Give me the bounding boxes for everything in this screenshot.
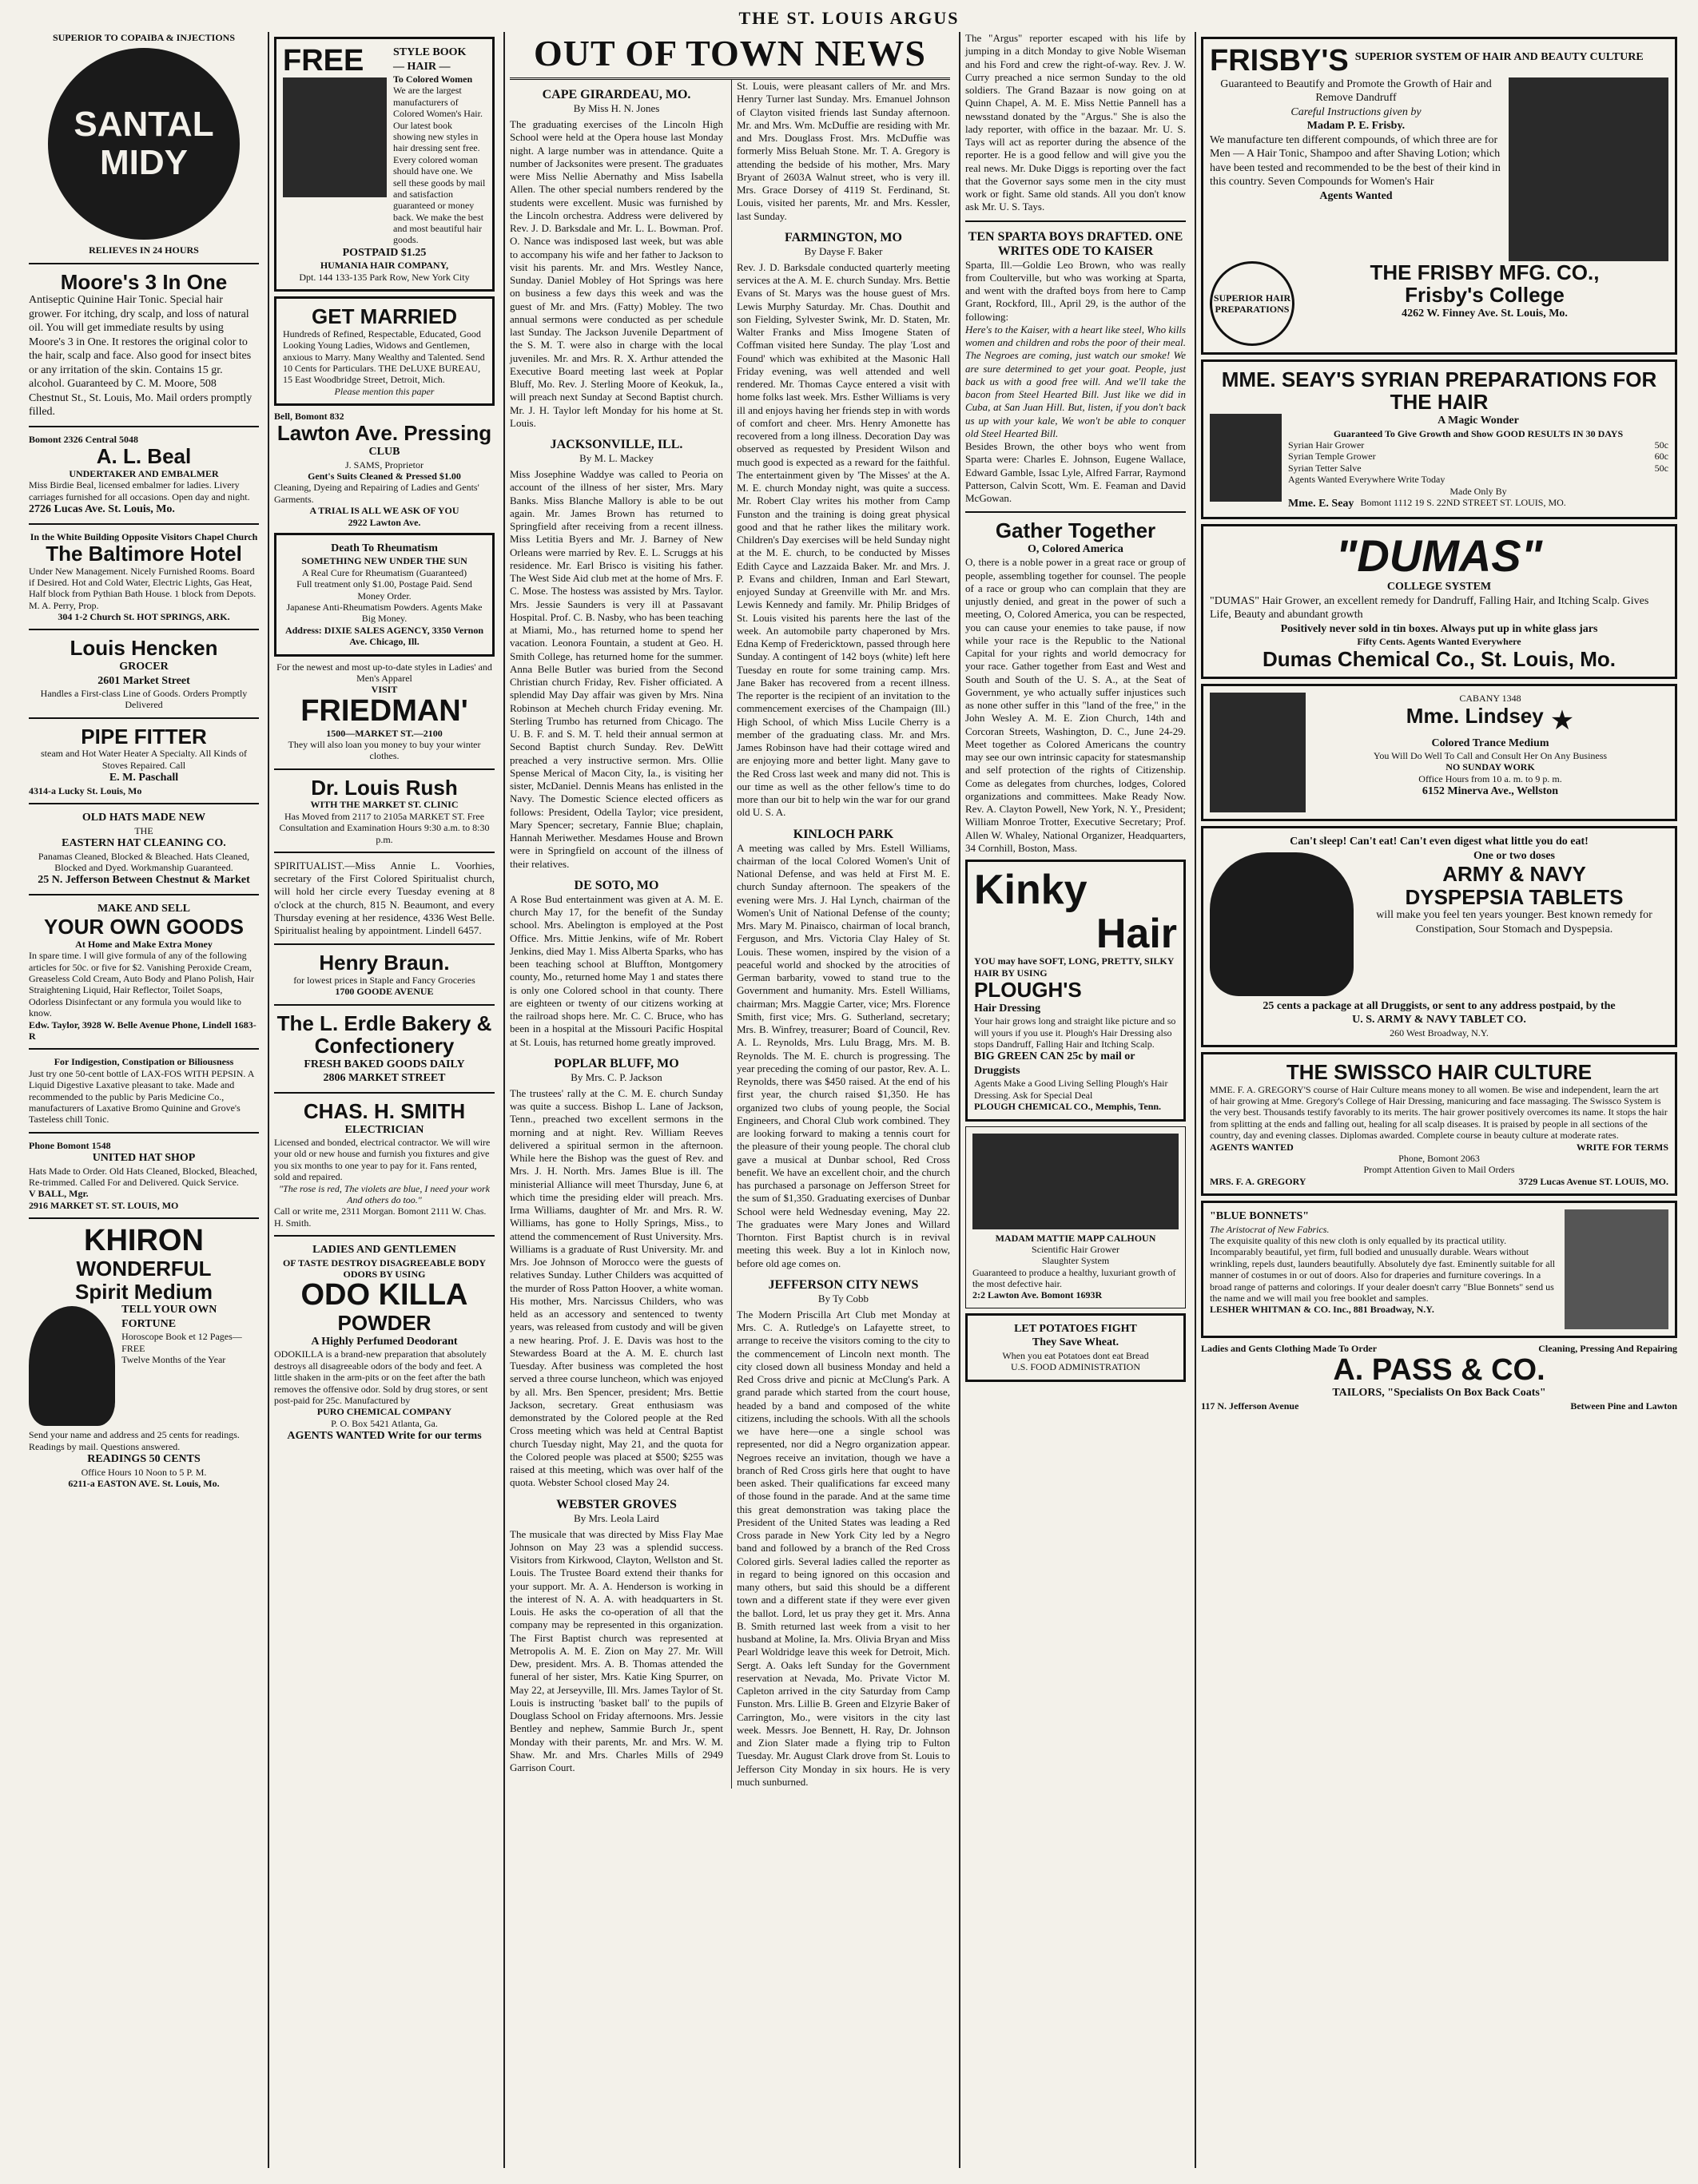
pass-right: Cleaning, Pressing And Repairing bbox=[1538, 1343, 1677, 1355]
army-t1: One or two doses bbox=[1473, 849, 1556, 862]
calhoun-sub2: Slaughter System bbox=[1041, 1255, 1110, 1267]
pass-addr2: Between Pine and Lawton bbox=[1570, 1400, 1677, 1412]
kinky-t4: PLOUGH'S bbox=[974, 978, 1082, 1003]
gather-sub: O, Colored America bbox=[1028, 542, 1123, 555]
swissco-write: WRITE FOR TERMS bbox=[1576, 1141, 1668, 1153]
army-t4: will make you feel ten years younger. Best known remedy for Constipation, Sour Stomach and Dyspepsia. bbox=[1376, 909, 1652, 935]
news-article bbox=[737, 1278, 950, 1789]
friedman-addr: 1500—MARKET ST.—2100 bbox=[326, 727, 443, 739]
lawton-prop: J. SAMS, Proprietor bbox=[344, 459, 424, 471]
goods-text: In spare time. I will give formula of any of the following articles for 50c. or five for $2. Vanishing Peroxide Cream, Greaseless Cold Cream, Auto Body and Plano Polish, Hair Straightening Liquid, Hair Reflector, Toilet Soaps, Odorless Disinfectant or any formula you would like to know. bbox=[29, 950, 254, 1019]
news-left-column bbox=[510, 80, 723, 1789]
rush-text: Has Moved from 2117 to 2105a MARKET ST. Free Consultation and Examination Hours 9:30 a.m. to 8:30 p.m. bbox=[279, 810, 490, 845]
product-name: Syrian Temple Grower bbox=[1288, 451, 1376, 463]
free-to: To Colored Women bbox=[393, 73, 473, 85]
moores-title: Moore's 3 In One bbox=[60, 269, 228, 294]
product-price: 60c bbox=[1654, 451, 1668, 463]
khiron-t6: Twelve Months of the Year bbox=[121, 1354, 226, 1366]
article-headline: FARMINGTON, MO bbox=[785, 230, 902, 244]
bonnets-woman-illustration bbox=[1565, 1209, 1668, 1329]
free-text: We are the largest manufacturers of Colored Women's Hair. Our latest book showing new styles in hair dressing sent free. Every colored woman should have one. We sell these goods by mail and satisfaction guaranteed or money back. We make the best and most beautiful hair goods. bbox=[393, 85, 486, 246]
rheumatism-ad bbox=[274, 533, 495, 657]
married-title: GET MARRIED bbox=[312, 304, 457, 329]
beal-addr: 2726 Lucas Ave. St. Louis, Mo. bbox=[29, 503, 175, 516]
masthead: THE ST. LOUIS ARGUS bbox=[738, 8, 960, 28]
beal-text: Miss Birdie Beal, licensed embalmer for ladies. Livery carriages furnished for all occasions. Open day and night. bbox=[29, 479, 250, 502]
spiritualist-notice: SPIRITUALIST.—Miss Annie L. Voorhies, secretary of the First Colored Spiritualist church, will hold her circle every Tuesday evening at 8 o'clock at the church, 815 N. Beaumont, and every Thursday evening at her residence, 4336 West Belle. Spiritualist healing by appointment. Lindell 6457. bbox=[274, 859, 495, 937]
baltimore-name: The Baltimore Hotel bbox=[46, 541, 242, 566]
product-name: Syrian Hair Grower bbox=[1288, 439, 1365, 451]
article-body: Rev. J. D. Barksdale conducted quarterly meeting services at the A. M. E. church Sunday. Mrs. Bettie Evans of St. Marys was the house guest of Mrs. Lewis Murphy Saturday. Mr. Chas. Douthit and son Fielding, Sylvester Swink, Mr. D. Staten, Mr. Walter Franks and Miss Imogene Staten of Coffman visited here Sunday. The play 'Lost and Found' which was exhibited at the Masonic Hall Friday evening, was well attended and well rendered. Mr. Thomas Cayce entered a visit with home folks last week. Mrs. Esther Williams is very ill and enjoys having her friends step in with words of comfort and cheer. Mrs. Henry Amonette has recovered from a long illness. Decoration Day was observed as requested by President Wilson and much good is expected as a reward for the faithful. The entertainment given by 'The Misses' at the A. M. E. church Monday night, was quite a success. Mr. Robert Clay writes his mother from Camp Funston and the training is doing great physical good and that he rather likes the military work. Children's Day exercises will be held Sunday night at the M. E. church, to be conducted by Misses Edith Cayce and Lazzaida Baker. Mr. and Mrs. J. P. Evans and children, Inman and Earl Stewart, enjoyed Sunday at Greenville with Mr. and Mrs. Lewis Kennedy and family. Mr. Philip Bridges of St. Louis visited his parents here the last of the week. An automobile party chaperoned by Mrs. Edna Kemp of Fredericktown, passed through here Sunday. A contingent of 142 boys (white) left here Tuesday en route for some training camp. Mrs. Jane Baker has recovered from a recent illness. The reporter is the recipient of an invitation to the commencement exercises of the Champaign (Ill.) High School, of which Miss Lucile Cherry is a member of the graduating class. Mr. and Mrs. James Robinson have had their cottage wired and are enjoying more and better light. Many gave to the Red Cross last week and many did not. This is our time as well as the other fellow's time to do more than our bit to help win the war for our grand old U. S. A. bbox=[737, 260, 950, 819]
laxpos-ad bbox=[29, 1056, 259, 1125]
gather-title: Gather Together bbox=[995, 518, 1156, 543]
article-byline: By Dayse F. Baker bbox=[804, 244, 883, 257]
army-navy-ad bbox=[1201, 826, 1677, 1047]
product-name: Syrian Tetter Salve bbox=[1288, 462, 1362, 474]
frisby-portrait bbox=[1509, 77, 1668, 261]
frisby-addr: 4262 W. Finney Ave. St. Louis, Mo. bbox=[1402, 308, 1568, 320]
odokilla-text: ODOKILLA is a brand-new preparation that absolutely destroys all disagreeable odors of the body and feet. A little shaken in the arm-pits or on the feet after the bath removes the offensive odor. Sold by drug stores, or sent post-paid for 25c. Manufactured by bbox=[274, 1348, 488, 1407]
beal-phones: Bomont 2326 Central 5048 bbox=[29, 433, 138, 445]
product-price: 50c bbox=[1654, 462, 1668, 474]
seay-wonder: A Magic Wonder bbox=[1438, 415, 1519, 427]
smith-ad bbox=[274, 1100, 495, 1229]
unitedhat-text: Hats Made to Order. Old Hats Cleaned, Blocked, Bleached, Re-trimmed. Called For and Delivered. Quick Service. bbox=[29, 1165, 257, 1189]
seay-addr: Bomont 1112 19 S. 22ND STREET ST. LOUIS, MO. bbox=[1360, 496, 1566, 508]
friedman-visit: VISIT bbox=[371, 684, 398, 696]
lawton-club: CLUB bbox=[368, 446, 400, 459]
frisby-t4: We manufacture ten different compounds, of which three are for Men — A Hair Tonic, Shampoo and after Shaving Lotion; which have been tested and recommended to be the best of their kind in this country. Seven Compounds for Women's Hair bbox=[1210, 133, 1501, 189]
news-article bbox=[737, 231, 950, 820]
odokilla-box: P. O. Box 5421 Atlanta, Ga. bbox=[331, 1417, 438, 1429]
news-article bbox=[510, 1498, 723, 1775]
news-article bbox=[737, 80, 950, 223]
pipe-text: steam and Hot Water Heater A Specialty. All Kinds of Stoves Repaired. Call bbox=[41, 748, 247, 771]
hats-addr: 25 N. Jefferson Between Chestnut & Market bbox=[38, 874, 250, 887]
article-body: The trustees' rally at the C. M. E. church Sunday was quite a success. Bishop L. Lane of Jackson, Tenn., preached two excellent sermons in the morning and at night. Rev. William Reeves delivered a spiritual sermon in the afternoon. While here the Bishop was the guest of Rev. and Mrs. J. H. North. Mrs. James Blue is ill. The ministerial Alliance will meet Thursday, June 6, at which time the presiding elder will preach. Mrs. Irma Williams, daughter of Mr. and Mrs. R. W. Williams, has gone to Holly Springs, Miss., to attend the commencement of Rust University. Mrs. Williams is a graduate of Rust University. Mr. and Mrs. Joe Johnson of Morocco were the guests of relatives Sunday. Luther Childers was acquitted of the murder of Ross Patton Hoover, a white woman. His mother, Mrs. Narcissus Childers, who was held as an accessory and sentenced to twenty years, was released from custody and will be given a new hearing. Prof. J. E. Davis was host to the Stewardess Board at the A. M. E. church last Tuesday. After business was completed the host served a three course luncheon, which was enjoyed by all. Mrs. Ben Spencer, president; Mrs. Bettie Jackson, secretary. Great enthusiasm was demonstrated by the Colored people at the Red Cross meeting which was held at Central Baptist church Tuesday night, May 21, and the quota for the Colored people was placed at $500; $255 was raised at this meeting, which was over half of the quota. Webster School closed May 24. bbox=[510, 1086, 723, 1489]
free-company: HUMANIA HAIR COMPANY, bbox=[320, 260, 449, 272]
frisby-college: Frisby's College bbox=[1405, 283, 1565, 308]
get-married-ad bbox=[274, 296, 495, 406]
palm-hand-icon bbox=[29, 1306, 115, 1426]
odokilla-sub: A Highly Perfumed Deodorant bbox=[311, 1335, 458, 1348]
lindsey-t3: Office Hours from 10 a. m. to 9 p. m. bbox=[1418, 772, 1562, 784]
gather-text: O, there is a noble power in a great race or group of people, assembling together for counsel. The people of a race or group who can complain that they are unjustly denied, and great in the power of such a meeting, O, Colored America, you can be respected, you can cause your enemies to take pause, if now while your race is the Republic to the National Capital for your rights and world democracy for your race. Gather together from East and West and South and South of the U. S. A., at the Seat of Government, ye who actually suffer injustices such as none other suffer in this "land of the free," in the John Wesley A. M. E. Zion Church, 14th and Corcoran Streets, Washington, D. C., June 24-29. Meet together as Colored Americans the country may see our own intrinsic capacity for statesmanship and self protection of the rights of Citizenship. Come as delegates from churches, lodges, Colored organizations and committees. Make Ready Now. Rev. A. Clayton Powell, New York, N. Y., President; William Monroe Trotter, Executive Secretary; Prof. Allen W. Whaley, National Organizer, Headquarters, 34 Cornhill, Boston, Mass. bbox=[965, 556, 1186, 854]
braun-name: Henry Braun. bbox=[319, 951, 450, 975]
odokilla-t2: OF TASTE DESTROY DISAGREEABLE BODY ODORS BY USING bbox=[282, 1257, 487, 1281]
khiron-t2: WONDERFUL bbox=[76, 1257, 212, 1281]
lindsey-sub: Colored Trance Medium bbox=[1431, 737, 1549, 749]
unitedhat-ad bbox=[29, 1140, 259, 1211]
baltimore-pre: In the White Building Opposite Visitors Chapel Church bbox=[30, 530, 258, 542]
calhoun-ad bbox=[965, 1126, 1186, 1308]
free-hair: — HAIR — bbox=[393, 60, 451, 73]
kinky-t2: Hair bbox=[1096, 910, 1177, 957]
army-head: Can't sleep! Can't eat! Can't even digest what little you do eat! bbox=[1290, 836, 1589, 848]
free-post: POSTPAID $1.25 bbox=[342, 246, 427, 259]
bonnets-title: "BLUE BONNETS" bbox=[1210, 1210, 1310, 1223]
rheum-t2: Full treatment only $1.00, Postage Paid. Send Money Order. bbox=[296, 578, 472, 602]
swissco-agents: AGENTS WANTED bbox=[1210, 1141, 1294, 1153]
article-headline: CAPE GIRARDEAU, MO. bbox=[542, 88, 691, 101]
article-headline: POPLAR BLUFF, MO bbox=[554, 1056, 679, 1070]
potatoes-t1: LET POTATOES FIGHT bbox=[1014, 1322, 1137, 1335]
hats-name: EASTERN HAT CLEANING CO. bbox=[62, 837, 226, 849]
product-price: 50c bbox=[1654, 439, 1668, 451]
article-body: The graduating exercises of the Lincoln High School were held at the Opera house last Monday night. A large number was in attendance. Quite a number of Jacksonites were present. The graduates were Miss Nellie Abernathy and Miss Isabella Allen. The other special numbers rendered by the students were excellent. Music was furnished by the Lincoln orchestra. Address were delivered by Rev. J. D. Barksdale and Mr. L. L. Bowman. Prof. O. Nance was indisposed last week, but was able to accompany his wife and her father to Jackson to visit his parents. Mr. and Mrs. Westley Nance, Sunday. Daniel Mobley of Hot Springs was here on business a few days this week and was the guest of Mr. and Mrs. (Fatty) Mobley. The two annual sermons were conducted as per schedule last Sunday. The Jackson Juvenile Department of the S. M. T. were also in charge with the local juveniles. Mr. and Mrs. R. X. Arthur attended the Executive Board meeting last week at Poplar Bluff, Mo. Rev. J. Sterling Moore of Keokuk, Ia., will preach next Sunday at Second Baptist church. Mr. J. H. Taylor left Monday for his home at St. Louis. bbox=[510, 118, 723, 429]
rheum-t3: Japanese Anti-Rheumatism Powders. Agents Make Big Money. bbox=[286, 601, 483, 625]
article-body: Miss Josephine Waddye was called to Peoria on account of the illness of her sister, Mrs. Mary Banks. Miss Blanche Mallory is able to be out again. Mr. James Brown has returned to Springfield after receiving from a recent illness. Miss Letitia Byers and Mr. J. Barney of New Orleans were married by Rev. E. L. Scruggs at his residence. Mr. Earl Brisco is visiting his father. The West Side Aid club met at the home of Mrs. F. C. Mose. The hostess was assisted by Mrs. Taylor. Mrs. Jessie Saunders is very ill at Passavant Hospital. Prof. C. B. Nasby, who has been teaching at Miami, Mo., has returned home to spend her vacation. Leonora Fountain, a student at Geo. H. Smith College, has returned home for the summer. Anna Belle Butler was buried from the Second Christian church Friday, Rev. Fisher officiated. A splendid May Day affair was given by Mrs. Nina Robinson at Mecheh church Friday evening. Mr. Sterling Trumbo has returned from Chicago. The U. B. F. and S. M. T. held their annual sermon at Second Baptist church Sunday. Rev. DeWitt preached a very instructive sermon. Mrs. Ollie Spense Merical of Macon City, Ia., is visiting her sister, McDaniel. Dennis Means has enlisted in the Navy. The Domestic Science elected officers as follows: President, Odella Taylor; vice president, Mary Spencer; secretary, Fannie Blue; chaplain, Hannah Meriwether. Mesdames House and Brown were in Springfield on account of the illness of their relatives. bbox=[510, 468, 723, 870]
goods-ad bbox=[29, 902, 259, 1042]
friedman-text: They will also loan you money to buy your winter clothes. bbox=[288, 738, 481, 762]
beal-sub: UNDERTAKER AND EMBALMER bbox=[69, 467, 219, 479]
khiron-addr: 6211-a EASTON AVE. St. Louis, Mo. bbox=[68, 1477, 220, 1489]
potatoes-t2: They Save Wheat. bbox=[1032, 1336, 1119, 1349]
calhoun-photo bbox=[972, 1134, 1179, 1229]
smith-sig: Call or write me, 2311 Morgan. Bomont 2111 W. Chas. H. Smith. bbox=[274, 1205, 487, 1229]
lindsey-t2: NO SUNDAY WORK bbox=[1445, 761, 1535, 773]
potatoes-t3: When you eat Potatoes dont eat Bread bbox=[1002, 1349, 1149, 1361]
news-article bbox=[510, 879, 723, 1049]
rheum-title: Death To Rheumatism bbox=[331, 542, 438, 554]
goods-sig: Edw. Taylor, 3928 W. Belle Avenue Phone, Lindell 1683-R bbox=[29, 1019, 256, 1042]
dumas-title: "DUMAS" bbox=[1335, 530, 1543, 582]
dumas-ad bbox=[1201, 524, 1677, 679]
price-row bbox=[1288, 463, 1668, 474]
army-co: U. S. ARMY & NAVY TABLET CO. bbox=[1352, 1014, 1526, 1026]
rheum-addr: Address: DIXIE SALES AGENCY, 3350 Vernon Ave. Chicago, Ill. bbox=[284, 624, 484, 648]
dumas-t3: Fifty Cents. Agents Wanted Everywhere bbox=[1357, 636, 1521, 648]
swissco-addr: 3729 Lucas Avenue ST. LOUIS, MO. bbox=[1518, 1175, 1668, 1187]
lindsey-t1: You Will Do Well To Call and Consult Her On Any Business bbox=[1373, 750, 1608, 762]
article-headline: WEBSTER GROVES bbox=[556, 1497, 677, 1511]
erdle-name: The L. Erdle Bakery & Confectionery bbox=[276, 1011, 492, 1058]
potatoes-ad bbox=[965, 1313, 1186, 1382]
lindsey-phone: CABANY 1348 bbox=[1459, 693, 1521, 705]
baltimore-text: Under New Management. Nicely Furnished Rooms. Board if Desired. Hot and Cold Water, Electric Lights, Gas Heat, Half block from Pythian Bath House. 1 block from Depots. M. A. Perry, Prop. bbox=[29, 565, 256, 611]
lawton-pressing-ad bbox=[274, 411, 495, 528]
beal-name: A. L. Beal bbox=[96, 444, 192, 469]
article-byline: By Ty Cobb bbox=[817, 1292, 869, 1304]
lawton-title: Lawton Ave. Pressing bbox=[276, 421, 492, 446]
santal-seal bbox=[48, 48, 240, 240]
article-headline: JACKSONVILLE, ILL. bbox=[550, 438, 683, 451]
khiron-t5: Horoscope Book et 12 Pages—FREE bbox=[121, 1331, 242, 1354]
column-4 bbox=[959, 32, 1191, 2168]
khiron-office: Office Hours 10 Noon to 5 P. M. bbox=[81, 1466, 207, 1478]
article-byline: By Mrs. Leola Laird bbox=[574, 1511, 659, 1524]
khiron-ad bbox=[29, 1225, 259, 1489]
frisby-seal-text: SUPERIOR HAIR PREPARATIONS bbox=[1213, 292, 1291, 315]
bonnets-tag: The Aristocrat of New Fabrics. bbox=[1210, 1223, 1330, 1235]
kinky-t6: BIG GREEN CAN 25c by mail or Druggists bbox=[974, 1050, 1135, 1077]
lindsey-addr: 6152 Minerva Ave., Wellston bbox=[1422, 785, 1559, 798]
news-article bbox=[510, 438, 723, 871]
sparta-after: Besides Brown, the other boys who went from Sparta were: Charles E. Johnson, Eugene Wallace, Edward Gamble, Issac Lyle, Alfred Farrar, Raymond Patterson, Calvin Scott, Wm. E. Feaman and David McGowan. bbox=[965, 440, 1186, 504]
khiron-t4: TELL YOUR OWN FORTUNE bbox=[121, 1304, 217, 1330]
lindsey-ad bbox=[1201, 684, 1677, 821]
braun-addr: 1700 GOODE AVENUE bbox=[335, 986, 434, 998]
rheum-t1: A Real Cure for Rheumatism (Guaranteed) bbox=[301, 566, 467, 578]
hairpiece-image bbox=[283, 77, 387, 197]
frisby-name: FRISBY'S bbox=[1210, 44, 1349, 77]
article-headline: DE SOTO, MO bbox=[574, 878, 659, 892]
article-headline: KINLOCH PARK bbox=[793, 827, 894, 841]
kinky-t7: Agents Make a Good Living Selling Plough's Hair Dressing. Ask for Special Deal bbox=[974, 1078, 1168, 1101]
kinky-hair-ad bbox=[965, 860, 1186, 1121]
swissco-phone: Phone, Bomont 2063 bbox=[1398, 1153, 1480, 1165]
army-t2: ARMY & NAVY bbox=[1442, 862, 1586, 887]
price-row bbox=[1288, 439, 1668, 451]
hencken-ad bbox=[29, 637, 259, 710]
dumas-text: "DUMAS" Hair Grower, an excellent remedy for Dandruff, Falling Hair, and Itching Scalp. Gives Life, Beauty and abundant growth bbox=[1210, 594, 1649, 621]
goods-t2: YOUR OWN GOODS bbox=[44, 915, 244, 939]
dumas-co: Dumas Chemical Co., St. Louis, Mo. bbox=[1262, 646, 1616, 671]
article-byline: By Miss H. N. Jones bbox=[573, 102, 660, 114]
column-1 bbox=[24, 32, 264, 2168]
article-body: A Rose Bud entertainment was given at A. M. E. church May 17, for the benefit of the Sunday school. Mrs. Abelington is employed at the Post Office. Mrs. Mittie Jenkins, wife of Mr. Robert Jenkins, died May 1. Miss Alberta Sparks, who has been teaching school at Bluffton, Montgomery county, Mo., returned home May 1 and states there is only one Colored school in that county. There are eighteen or twenty of our citizens working at the railroad shops here. Mr. C. C. Bruce, who has been in a hospital at the Missouri Pacific Hospital at St. Louis, has returned home greatly improved. bbox=[510, 892, 723, 1048]
swissco-sig: MRS. F. A. GREGORY bbox=[1210, 1175, 1306, 1187]
goods-t1: MAKE AND SELL bbox=[97, 902, 190, 915]
santal-ring-top: SUPERIOR TO COPAIBA & INJECTIONS bbox=[52, 32, 236, 43]
kinky-text: Your hair grows long and straight like picture and so will yours if you use it. Plough's Hair Dressing also stops Dandruff, Falling Hair and Itching Scalp. bbox=[974, 1015, 1176, 1050]
swissco-ad bbox=[1201, 1052, 1677, 1196]
free-style: STYLE BOOK bbox=[393, 46, 467, 58]
sparta-headline: TEN SPARTA BOYS DRAFTED. ONE WRITES ODE TO KAISER bbox=[968, 229, 1183, 258]
free-style-book-ad bbox=[274, 37, 495, 292]
seay-ad bbox=[1201, 359, 1677, 520]
rush-ad bbox=[274, 776, 495, 845]
santal-ad bbox=[29, 32, 259, 256]
braun-ad bbox=[274, 951, 495, 997]
santal-brand: SANTAL bbox=[74, 105, 214, 144]
pass-sub: TAILORS, "Specialists On Box Back Coats" bbox=[1332, 1387, 1546, 1400]
army-t3: DYSPEPSIA TABLETS bbox=[1405, 884, 1624, 909]
lindsey-name: Mme. Lindsey bbox=[1406, 703, 1544, 728]
midy-brand: MIDY bbox=[99, 143, 188, 183]
swissco-mail: Prompt Attention Given to Mail Orders bbox=[1363, 1164, 1515, 1176]
pipe-title: PIPE FITTER bbox=[81, 724, 207, 749]
seay-agents: Agents Wanted Everywhere Write Today bbox=[1288, 474, 1445, 486]
frisby-ad bbox=[1201, 37, 1677, 355]
frisby-co: THE FRISBY MFG. CO., bbox=[1370, 260, 1600, 284]
lawton-addr: 2922 Lawton Ave. bbox=[348, 516, 421, 528]
hats-title: OLD HATS MADE NEW bbox=[82, 812, 206, 824]
odokilla-ad bbox=[274, 1243, 495, 1443]
baltimore-addr: 304 1-2 Church St. HOT SPRINGS, ARK. bbox=[58, 611, 230, 623]
free-title: FREE bbox=[283, 44, 364, 77]
eagle-seal-icon bbox=[1210, 261, 1294, 346]
column-2 bbox=[268, 32, 499, 2168]
braun-text: for lowest prices in Staple and Fancy Groceries bbox=[293, 975, 475, 987]
news-article bbox=[510, 1057, 723, 1490]
seay-made: Made Only By bbox=[1449, 485, 1507, 497]
frisby-t2: Careful Instructions given by bbox=[1290, 105, 1422, 118]
hencken-name: Louis Hencken bbox=[70, 636, 218, 661]
article-headline: JEFFERSON CITY NEWS bbox=[768, 1277, 919, 1292]
frisby-title: SUPERIOR SYSTEM OF HAIR AND BEAUTY CULTURE bbox=[1354, 51, 1644, 63]
erdle-addr: 2806 MARKET STREET bbox=[323, 1072, 446, 1085]
seay-name: Mme. E. Seay bbox=[1288, 497, 1354, 510]
bonnets-text: The exquisite quality of this new cloth is only equalled by its practical utility. Incomparably beautiful, yet firm, full bodied and unusually durable. Wears without wrinkling, repels dust, launders beautifully. Absolutely dye fast. Eminently suitable for all manner of costumes in or out of doors. Also for draperies and furniture coverings. In a broad range of patterns and colorings. If your dealer doesn't carry "Blue Bonnets" send us the name and we will mail you free booklet and samples. bbox=[1210, 1235, 1556, 1304]
lawton-text: Cleaning, Dyeing and Repairing of Ladies and Gents' Garments. bbox=[274, 482, 479, 505]
frisby-t1: Guaranteed to Beautify and Promote the Growth of Hair and Remove Dandruff bbox=[1220, 77, 1492, 105]
article-body: A meeting was called by Mrs. Estell Williams, chairman of the local Colored Women's Unit of National Defense, and was held at First M. E. church Sunday afternoon. The speakers of the evening were Mrs. J. Hal Lynch, chairman of the Women's Unit of National Defense of the county; Mrs. Mary M. Pinaisco, chairman of local branch, Ferguson, and Mrs. Victoria Clay Haley of St. Louis. These women, inspired by the vision of a peaceful world and shocked by the atrocities of German barbarity, vowed to stand true to the Government and humanity. Mrs. Estell Williams, chairman; Mrs. Maggie Carter, vice; Mrs. Florence Smith, first vice; Mrs. G. Sutherland, secretary; Mrs. B. Winfrey, treasurer; Board of Council, Rev. A. L. Reynolds, Mrs. Lulu Bragg, Mrs. M. B. Reynolds. The M. E. church is progressing. The year preceding the coming of our pastor, Rev. A. L. Reynolds, there was $450 raised. At the end of his first year, the church raised $1,350. He has organized two clubs of young people, the Social Engineers, and Choral Club work combined. They are looking forward to making a tennis court for the pleasure of their young people. The choral club gave a musical at Dunbar school, Red Cross benefit. We have an excellent choir, and the church has purchased a parsonage on Jefferson Street for the sum of $1,350. Graduating exercises of Dunbar School were held Wednesday evening, May 22. The graduates were Mary Jones and Willard Thornton. First Baptist church is in revival meeting this week. Buy a lot in Kinloch now, before old age comes on. bbox=[737, 841, 950, 1269]
goods-t3: At Home and Make Extra Money bbox=[75, 938, 213, 950]
kinky-t5: Hair Dressing bbox=[974, 1002, 1041, 1015]
article-body: The musicale that was directed by Miss Flay Mae Johnson on May 23 was a splendid success. Visitors from Kirkwood, Clayton, Wellston and St. Louis. The Trustee Board extend their thanks for your support. Mr. A. A. Henderson is working in the interest of N. A. A. with headquarters in St. Louis. He asks the co-operation of all that the company may be represented in this organization. The First Baptist church was represented at Metropolis A. M. E. Zion on May 27. Mr. Will Dew, president. Mrs. A. B. Thomas attended the funeral of her sister, Mrs. Katie King Spurrer, on May 22, at Jerseyville, Ill. Mrs. James Taylor of St. Louis is instructing 'basket ball' to the pupils of Douglass School on Friday afternoons. Mrs. Jessie Bentley and nephew, Sammie Burch Jr., spent Monday with their parents, Mr. and Mrs. W. M. Shaw. Mr. and Mrs. Charles Mills of 2949 Garrison Court. bbox=[510, 1527, 723, 1773]
potatoes-t4: U.S. FOOD ADMINISTRATION bbox=[1010, 1361, 1140, 1373]
hats-the: THE bbox=[134, 824, 153, 836]
unitedhat-sig: V BALL, Mgr. bbox=[29, 1188, 89, 1200]
baltimore-ad bbox=[29, 531, 259, 623]
out-of-town-news-title: OUT OF TOWN NEWS bbox=[510, 32, 950, 80]
hencken-text: Handles a First-class Line of Goods. Orders Promptly Delivered bbox=[40, 688, 248, 711]
bonnets-sig: LESHER WHITMAN & CO. Inc., 881 Broadway, N.Y. bbox=[1210, 1304, 1434, 1316]
rush-sub: WITH THE MARKET ST. CLINIC bbox=[310, 799, 459, 811]
pipe-addr: 4314-a Lucky St. Louis, Mo bbox=[29, 784, 142, 796]
beal-ad bbox=[29, 434, 259, 517]
smith-poem: "The rose is red, The violets are blue, I need your work And others do too." bbox=[279, 1182, 490, 1206]
kinky-t1: Kinky bbox=[974, 867, 1088, 914]
news-right-column bbox=[731, 80, 950, 1789]
army-t5: 25 cents a package at all Druggists, or sent to any address postpaid, by the bbox=[1263, 999, 1616, 1012]
erdle-ad bbox=[274, 1012, 495, 1086]
seay-title: MME. SEAY'S SYRIAN PREPARATIONS FOR THE HAIR bbox=[1221, 367, 1657, 415]
hand-icon bbox=[1210, 852, 1354, 996]
unitedhat-phone: Phone Bomont 1548 bbox=[29, 1139, 111, 1151]
swissco-title: THE SWISSCO HAIR CULTURE bbox=[1286, 1060, 1593, 1085]
article-body: St. Louis, were pleasant callers of Mr. and Mrs. Henry Turner last Sunday. Mrs. Emanuel Johnson of Clayton visited friends last Sunday afternoon. Mr. and Mrs. Wm. McDuffie are residing with Mr. and Mrs. Douglass Frost. Mrs. McDuffie was formerly Miss Beluah Stone. Mr. T. A. Gregory is attending the bedside of his mother, Mrs. Mary Bryant of 2603A Walnut street, who is very ill. Mrs. Grace Dorsey of 4119 St. Ferdinand, St. Louis, visited her parents, Mr. and Mrs. Kessler, last Sunday. bbox=[737, 80, 950, 222]
married-text: Hundreds of Refined, Respectable, Educated, Good Looking Young Ladies, Widows and Gentlemen, anxious to Marry. Many Wealthy and Talented. Send 10 Cents for Particulars. THE DeLUXE BUREAU, 15 East Woodbridge Street, Detroit, Mich. bbox=[283, 328, 485, 386]
frisby-t3: Madam P. E. Frisby. bbox=[1306, 120, 1406, 133]
sparta-text: Sparta, Ill.—Goldie Leo Brown, who was really from Coulterville, but who was working at Sparta, and went with the drafted boys from here to Camp Grant, Rockford, Ill., April 29, is the author of the following: bbox=[965, 258, 1186, 323]
column-5 bbox=[1195, 32, 1682, 2168]
santal-ring-bottom: RELIEVES IN 24 HOURS bbox=[89, 244, 199, 256]
hencken-addr: 2601 Market Street bbox=[97, 674, 190, 687]
dumas-t2: Positively never sold in tin boxes. Always put up in white glass jars bbox=[1280, 622, 1598, 635]
khiron-text: Send your name and address and 25 cents for readings. Readings by mail. Questions answered. bbox=[29, 1429, 240, 1452]
calhoun-name: MADAM MATTIE MAPP CALHOUN bbox=[995, 1232, 1156, 1244]
odokilla-agents: AGENTS WANTED Write for our terms bbox=[287, 1430, 482, 1443]
article-byline: By M. L. Mackey bbox=[579, 452, 654, 464]
kinky-t8: PLOUGH CHEMICAL CO., Memphis, Tenn. bbox=[974, 1101, 1162, 1113]
seay-price-list bbox=[1288, 439, 1668, 474]
friedman-ad bbox=[274, 661, 495, 762]
rush-name: Dr. Louis Rush bbox=[311, 775, 458, 800]
free-addr: Dpt. 144 133-135 Park Row, New York City bbox=[299, 271, 470, 283]
laxpos-text: Just try one 50-cent bottle of LAX-FOS WITH PEPSIN. A Liquid Digestive Laxative pleasant to take. Made and recommended to the public by Paris Medicine Co., manufacturers of Laxative Bromo Quinine and Grove's Tasteless chill Tonic. bbox=[29, 1067, 254, 1126]
moores-text: Antiseptic Quinine Hair Tonic. Special hair grower. For itching, dry scalp, and loss of natural oil. You will get immediate results by using Moore's 3 in One. It restores the original color to the hair, scalp and face. Also good for insect bites or any irritation of the skin. Contains 15 gr. alcohol. Guaranteed by C. M. Moore, 508 Chestnut St., St. Louis, Mo. Mail orders promptly filled. bbox=[29, 294, 253, 419]
khiron-t7: READINGS 50 CENTS bbox=[87, 1453, 201, 1466]
army-addr: 260 West Broadway, N.Y. bbox=[1390, 1026, 1489, 1038]
hats-ad bbox=[29, 811, 259, 887]
hencken-sub: GROCER bbox=[119, 661, 169, 673]
article-body: The Modern Priscilla Art Club met Monday at Mrs. C. A. Rutledge's on Lafayette street, to arrange to receive the visitors coming to the city to the commencement of Lincoln next month. The city closed down all business Monday and held a Red Cross drive and picnic at McClung's Park. A grand parade which started from the court house, headed by a band and composed of the white citizens, including the schools. With all the schools we have here—one a single school was represented, nor did a Negro organization appear. Negroes receive an invitation, though we have a branch of Red Cross girls here that ought to have been asked. Their qualifications far exceed many of those found in the parade. And at the same time this great demonstration was taking place the President of the United States was leading a Red Cross parade in New York City led by a Negro band and followed by a branch of the Red Cross Colored girls. Several ladies called the reporter as in regard to being ignored on this occasion and many others, but said this should be a different town and a different state if they were ever given the ballot. Lord, let us pray they get it. Mrs. Anna B. Smith returned last week from a visit to her husband at Moline, Ia. Mrs. Olivia Bryan and Miss Pearl Woldridge leave this week for Detroit, Mich. Sergt. A. Oaks left Sunday for the Government reservation at Nevada, Mo. Private Victor M. Capleton arrived in the city Saturday from Camp Funston. Mrs. Lillie B. Green and Elzyrie Baker of Carrington, Mo., were visitors in the city last week. Messrs. Joe Bennett, H. Ray, Dr. Johnson and Zion Slater made a flying trip to Fulton Tuesday. Mr. August Clark drove from St. Louis to Jefferson City Monday in six hours. He is very much sunburned. bbox=[737, 1308, 950, 1788]
pass-ad bbox=[1201, 1343, 1677, 1412]
smith-text: Licensed and bonded, electrical contractor. We will wire your old or new house and furnish you fixtures and give you six months to one year to pay for it. Fans rented, sold and repaired. bbox=[274, 1137, 491, 1183]
blue-bonnets-ad bbox=[1201, 1201, 1677, 1338]
lindsey-photo bbox=[1210, 693, 1306, 812]
rheum-sub: SOMETHING NEW UNDER THE SUN bbox=[301, 555, 467, 567]
married-note: Please mention this paper bbox=[334, 385, 435, 397]
smith-name: CHAS. H. SMITH bbox=[303, 1098, 466, 1123]
lawton-offer: Gent's Suits Cleaned & Pressed $1.00 bbox=[308, 470, 461, 482]
seay-photo bbox=[1210, 414, 1282, 502]
pass-name: A. PASS & CO. bbox=[1333, 1352, 1545, 1387]
laxpos-head: For Indigestion, Constipation or Biliousness bbox=[54, 1056, 234, 1068]
friedman-pre: For the newest and most up-to-date styles in Ladies' and Men's Apparel bbox=[276, 661, 492, 684]
odokilla-company: PURO CHEMICAL COMPANY bbox=[316, 1406, 452, 1418]
lawton-phone: Bell, Bomont 832 bbox=[274, 411, 344, 423]
price-row bbox=[1288, 451, 1668, 462]
news-article bbox=[510, 88, 723, 430]
argus-reporter-article: The "Argus" reporter escaped with his life by jumping in a ditch Monday to give Noble Wiseman and his Ford and crew the right-of-way. Rev. J. W. Curry preached a nice sermon Sunday to the old soldiers. The Grand Bazaar is now going on at Quinn Chapel, A. M. E. Miss Nettie Pannell has a newsstand donated by the "Argus." She is also the lady reporter, with office in the bazaar. Mr. U. S. Tays will act as reporter during the absence of the reporter. He is a good fellow and will give you the real news. Mr. Duke Diggs is reporting over the fact that the Governor says some men in the city must work or fight. Same old stands. All you don't know ask Mr. U. S. Tays. bbox=[965, 32, 1186, 213]
star-icon: ★ bbox=[1549, 705, 1575, 736]
odokilla-powder: POWDER bbox=[337, 1311, 431, 1336]
frisby-agents: Agents Wanted bbox=[1319, 189, 1393, 202]
lawton-trial: A TRIAL IS ALL WE ASK OF YOU bbox=[309, 505, 459, 517]
khiron-t1: KHIRON bbox=[84, 1224, 204, 1258]
friedman-name: FRIEDMAN' bbox=[300, 693, 468, 728]
unitedhat-addr: 2916 MARKET ST. ST. LOUIS, MO bbox=[29, 1199, 179, 1211]
seay-g1: Guaranteed To Give Growth and Show GOOD RESULTS IN 30 DAYS bbox=[1333, 427, 1624, 439]
sparta-poem: Here's to the Kaiser, with a heart like steel, Who kills women and children and robs the poor of their meal. The Negroes are coming, just watch our smoke! We are sure determined to get your goat. People, just back us with a good free will. And we'll take the bacon from Steel Hearted Bill. Just like we did in Cuba, at San Juan Hill. But, listen, if you don't back us up with your kale, We won't be able to conquer old Steel Hearted Bill. bbox=[965, 323, 1186, 439]
dumas-sub: COLLEGE SYSTEM bbox=[1386, 581, 1492, 594]
smith-sub: ELECTRICIAN bbox=[344, 1123, 424, 1136]
article-byline: By Mrs. C. P. Jackson bbox=[571, 1070, 662, 1083]
pass-addr: 117 N. Jefferson Avenue bbox=[1201, 1400, 1299, 1412]
pass-left: Ladies and Gents Clothing Made To Order bbox=[1201, 1343, 1378, 1355]
unitedhat-name: UNITED HAT SHOP bbox=[92, 1152, 196, 1165]
pipe-name: E. M. Paschall bbox=[109, 772, 179, 784]
calhoun-text: Guaranteed to produce a healthy, luxuriant growth of the most defective hair. bbox=[972, 1266, 1176, 1290]
column-3 bbox=[503, 32, 955, 2168]
moores-ad bbox=[29, 271, 259, 419]
odokilla-t1: LADIES AND GENTLEMEN bbox=[312, 1244, 456, 1257]
pipe-ad bbox=[29, 725, 259, 796]
erdle-text: FRESH BAKED GOODS DAILY bbox=[304, 1058, 465, 1070]
calhoun-addr: 2:2 Lawton Ave. Bomont 1693R bbox=[972, 1289, 1103, 1301]
calhoun-sub: Scientific Hair Grower bbox=[1032, 1243, 1119, 1255]
kinky-t3: YOU may have SOFT, LONG, PRETTY, SILKY HAIR BY USING bbox=[974, 955, 1174, 979]
khiron-t3: Spirit Medium bbox=[75, 1279, 213, 1304]
hats-text: Panamas Cleaned, Blocked & Bleached. Hats Cleaned, Blocked and Dyed. Workmanship Guaranteed. bbox=[38, 850, 250, 873]
swissco-text: MME. F. A. GREGORY'S course of Hair Culture means money to all women. Be wise and independent, learn the art of hair growing at Mme. Gregory's College of Hair Dressing, manicuring and face massaging. The Swissco System is the very best. Thousands testify favorably to its merits. The hair grower positively overcomes its name. It stops the hair from splitting at the ends and falling out, healing for all scalp diseases. It is praised by people in all sections of the country, day and evening classes. Diplomas awarded. Complete course in beauty culture at moderate rates. bbox=[1210, 1083, 1668, 1142]
news-article bbox=[737, 828, 950, 1270]
odokilla-brand: ODO KILLA bbox=[300, 1278, 468, 1312]
